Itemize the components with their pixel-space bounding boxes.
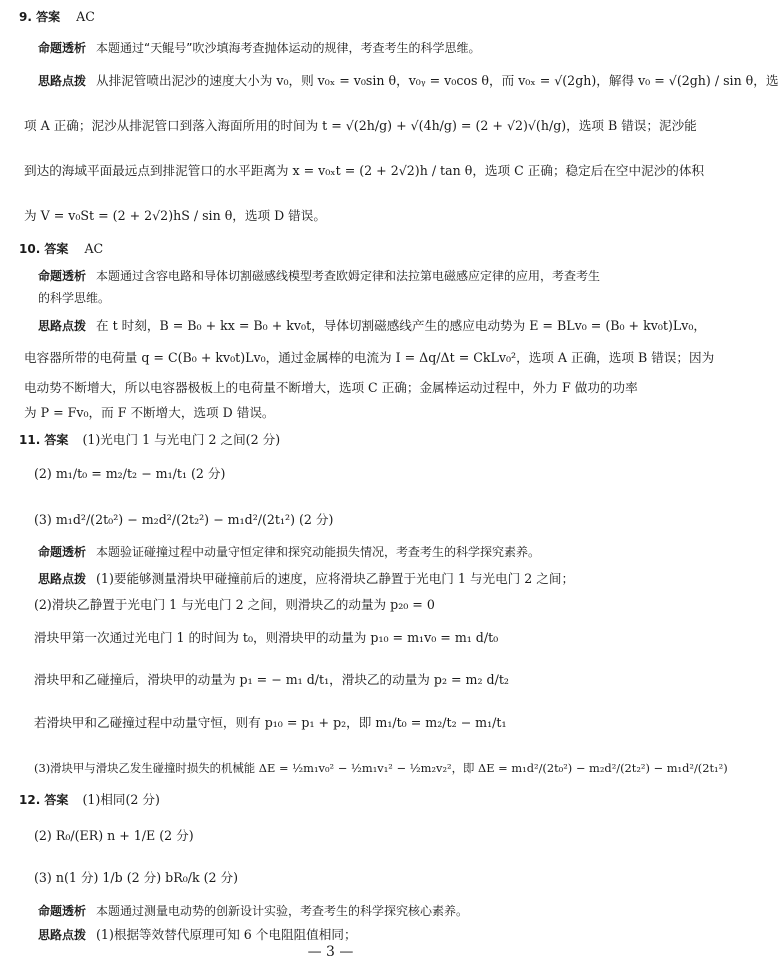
q12-intent: 本题通过测量电动势的创新设计实验，考查考生的科学探究核心素养。	[96, 904, 469, 918]
q9-hint-text-1: 从排泥管喷出泥沙的速度大小为 v₀，则 v₀ₓ = v₀sin θ，v₀ᵧ = v₀cos θ，而 v₀ₓ = √(2gh)，解得 v₀ = √(2gh) / sin θ，选	[96, 73, 778, 88]
q10-hint-line-1	[38, 318, 706, 334]
q10-intent-1: 本题通过含容电路和导体切割磁感线模型考查欧姆定律和法拉第电磁感应定律的应用，考查考生	[96, 269, 601, 283]
q9-answer-line	[19, 9, 95, 25]
q9-answer: AC	[76, 9, 95, 24]
q11-hint-label: 思路点拨	[38, 572, 87, 586]
q11-answer-line	[19, 432, 280, 448]
q12-answer-1: (1)相同(2 分)	[82, 792, 160, 807]
q11-hint-line-3: 滑块甲第一次通过光电门 1 的时间为 t₀，则滑块甲的动量为 p₁₀ = m₁v₀ = m₁ d/t₀	[34, 630, 499, 645]
q10-intent-line-1	[38, 268, 600, 284]
q10-hint-line-2: 电容器所带的电荷量 q = C(B₀ + kv₀t)Lv₀，通过金属棒的电流为 I = Δq/Δt = CkLv₀²，选项 A 正确，选项 B 错误；因为	[24, 350, 715, 365]
q11-answer-2: (2) m₁/t₀ = m₂/t₂ − m₁/t₁ (2 分)	[34, 466, 226, 481]
q9-intent-line	[38, 40, 480, 56]
q11-hint-line-2: (2)滑块乙静置于光电门 1 与光电门 2 之间，则滑块乙的动量为 p₂₀ = 0	[34, 597, 435, 612]
q11-hint-text-1: (1)要能够测量滑块甲碰撞前后的速度，应将滑块乙静置于光电门 1 与光电门 2 之间；	[96, 571, 575, 586]
q11-hint-line-1	[38, 571, 574, 587]
q9-hint-line-4: 为 V = v₀St = (2 + 2√2)hS / sin θ，选项 D 错误。	[24, 208, 326, 223]
q12-hint-text-1: (1)根据等效替代原理可知 6 个电阻阻值相同；	[96, 927, 357, 942]
q10-head: 10. 答案	[19, 242, 69, 256]
q9-intent: 本题通过“天鲲号”吹沙填海考查抛体运动的规律，考查考生的科学思维。	[96, 41, 481, 55]
q11-head: 11. 答案	[19, 433, 69, 447]
q11-hint-line-5: 若滑块甲和乙碰撞过程中动量守恒，则有 p₁₀ = p₁ + p₂，即 m₁/t₀ = m₂/t₂ − m₁/t₁	[34, 715, 507, 730]
q11-intent: 本题验证碰撞过程中动量守恒定律和探究动能损失情况，考查考生的科学探究素养。	[96, 545, 541, 559]
q12-head: 12. 答案	[19, 793, 69, 807]
q12-hint-line-1	[38, 927, 357, 943]
q10-intent-line-2: 的科学思维。	[38, 291, 111, 305]
q11-answer-1: (1)光电门 1 与光电门 2 之间(2 分)	[82, 432, 281, 447]
q10-answer: AC	[84, 241, 104, 256]
q12-answer-3: (3) n(1 分) 1/b (2 分) bR₀/k (2 分)	[34, 870, 239, 885]
q9-hint-line-3: 到达的海域平面最远点到排泥管口的水平距离为 x = v₀ₓt = (2 + 2√2)h / tan θ，选项 C 正确；稳定后在空中泥沙的体积	[24, 163, 705, 178]
page-number: — 3 —	[307, 944, 354, 960]
q10-hint-line-3: 电动势不断增大，所以电容器极板上的电荷量不断增大，选项 C 正确；金属棒运动过程中，外力 F 做功的功率	[24, 380, 638, 395]
q12-intent-label: 命题透析	[38, 904, 87, 918]
q10-answer-line	[19, 241, 103, 257]
q9-hint-label: 思路点拨	[38, 74, 87, 88]
q12-intent-line	[38, 903, 468, 919]
q9-intent-label: 命题透析	[38, 41, 87, 55]
q12-hint-label: 思路点拨	[38, 928, 87, 942]
q11-answer-3: (3) m₁d²/(2t₀²) − m₂d²/(2t₂²) − m₁d²/(2t₁²) (2 分)	[34, 512, 334, 527]
q9-hint-line-1	[38, 73, 778, 89]
q11-intent-line	[38, 544, 540, 560]
q12-answer-line	[19, 792, 160, 808]
q12-answer-2: (2) R₀/(ER) n + 1/E (2 分)	[34, 828, 194, 843]
q11-intent-label: 命题透析	[38, 545, 87, 559]
q10-intent-label: 命题透析	[38, 269, 87, 283]
q9-hint-line-2: 项 A 正确；泥沙从排泥管口到落入海面所用的时间为 t = √(2h/g) + √(4h/g) = (2 + √2)√(h/g)，选项 B 错误；泥沙能	[24, 118, 697, 133]
q10-hint-line-4: 为 P = Fv₀，而 F 不断增大，选项 D 错误。	[24, 405, 275, 420]
q10-hint-text-1: 在 t 时刻，B = B₀ + kx = B₀ + kv₀t，导体切割磁感线产生的感应电动势为 E = BLv₀ = (B₀ + kv₀t)Lv₀，	[96, 318, 706, 333]
q11-hint-line-6: (3)滑块甲与滑块乙发生碰撞时损失的机械能 ΔE = ½m₁v₀² − ½m₁v₁² − ½m₂v₂²，即 ΔE = m₁d²/(2t₀²) − m₂d²/(2t₂²) − m₁d²/(2t₁²)	[34, 761, 728, 775]
q9-head: 9. 答案	[19, 10, 61, 24]
q11-hint-line-4: 滑块甲和乙碰撞后，滑块甲的动量为 p₁ = − m₁ d/t₁，滑块乙的动量为 p₂ = m₂ d/t₂	[34, 672, 509, 687]
q10-hint-label: 思路点拨	[38, 319, 87, 333]
